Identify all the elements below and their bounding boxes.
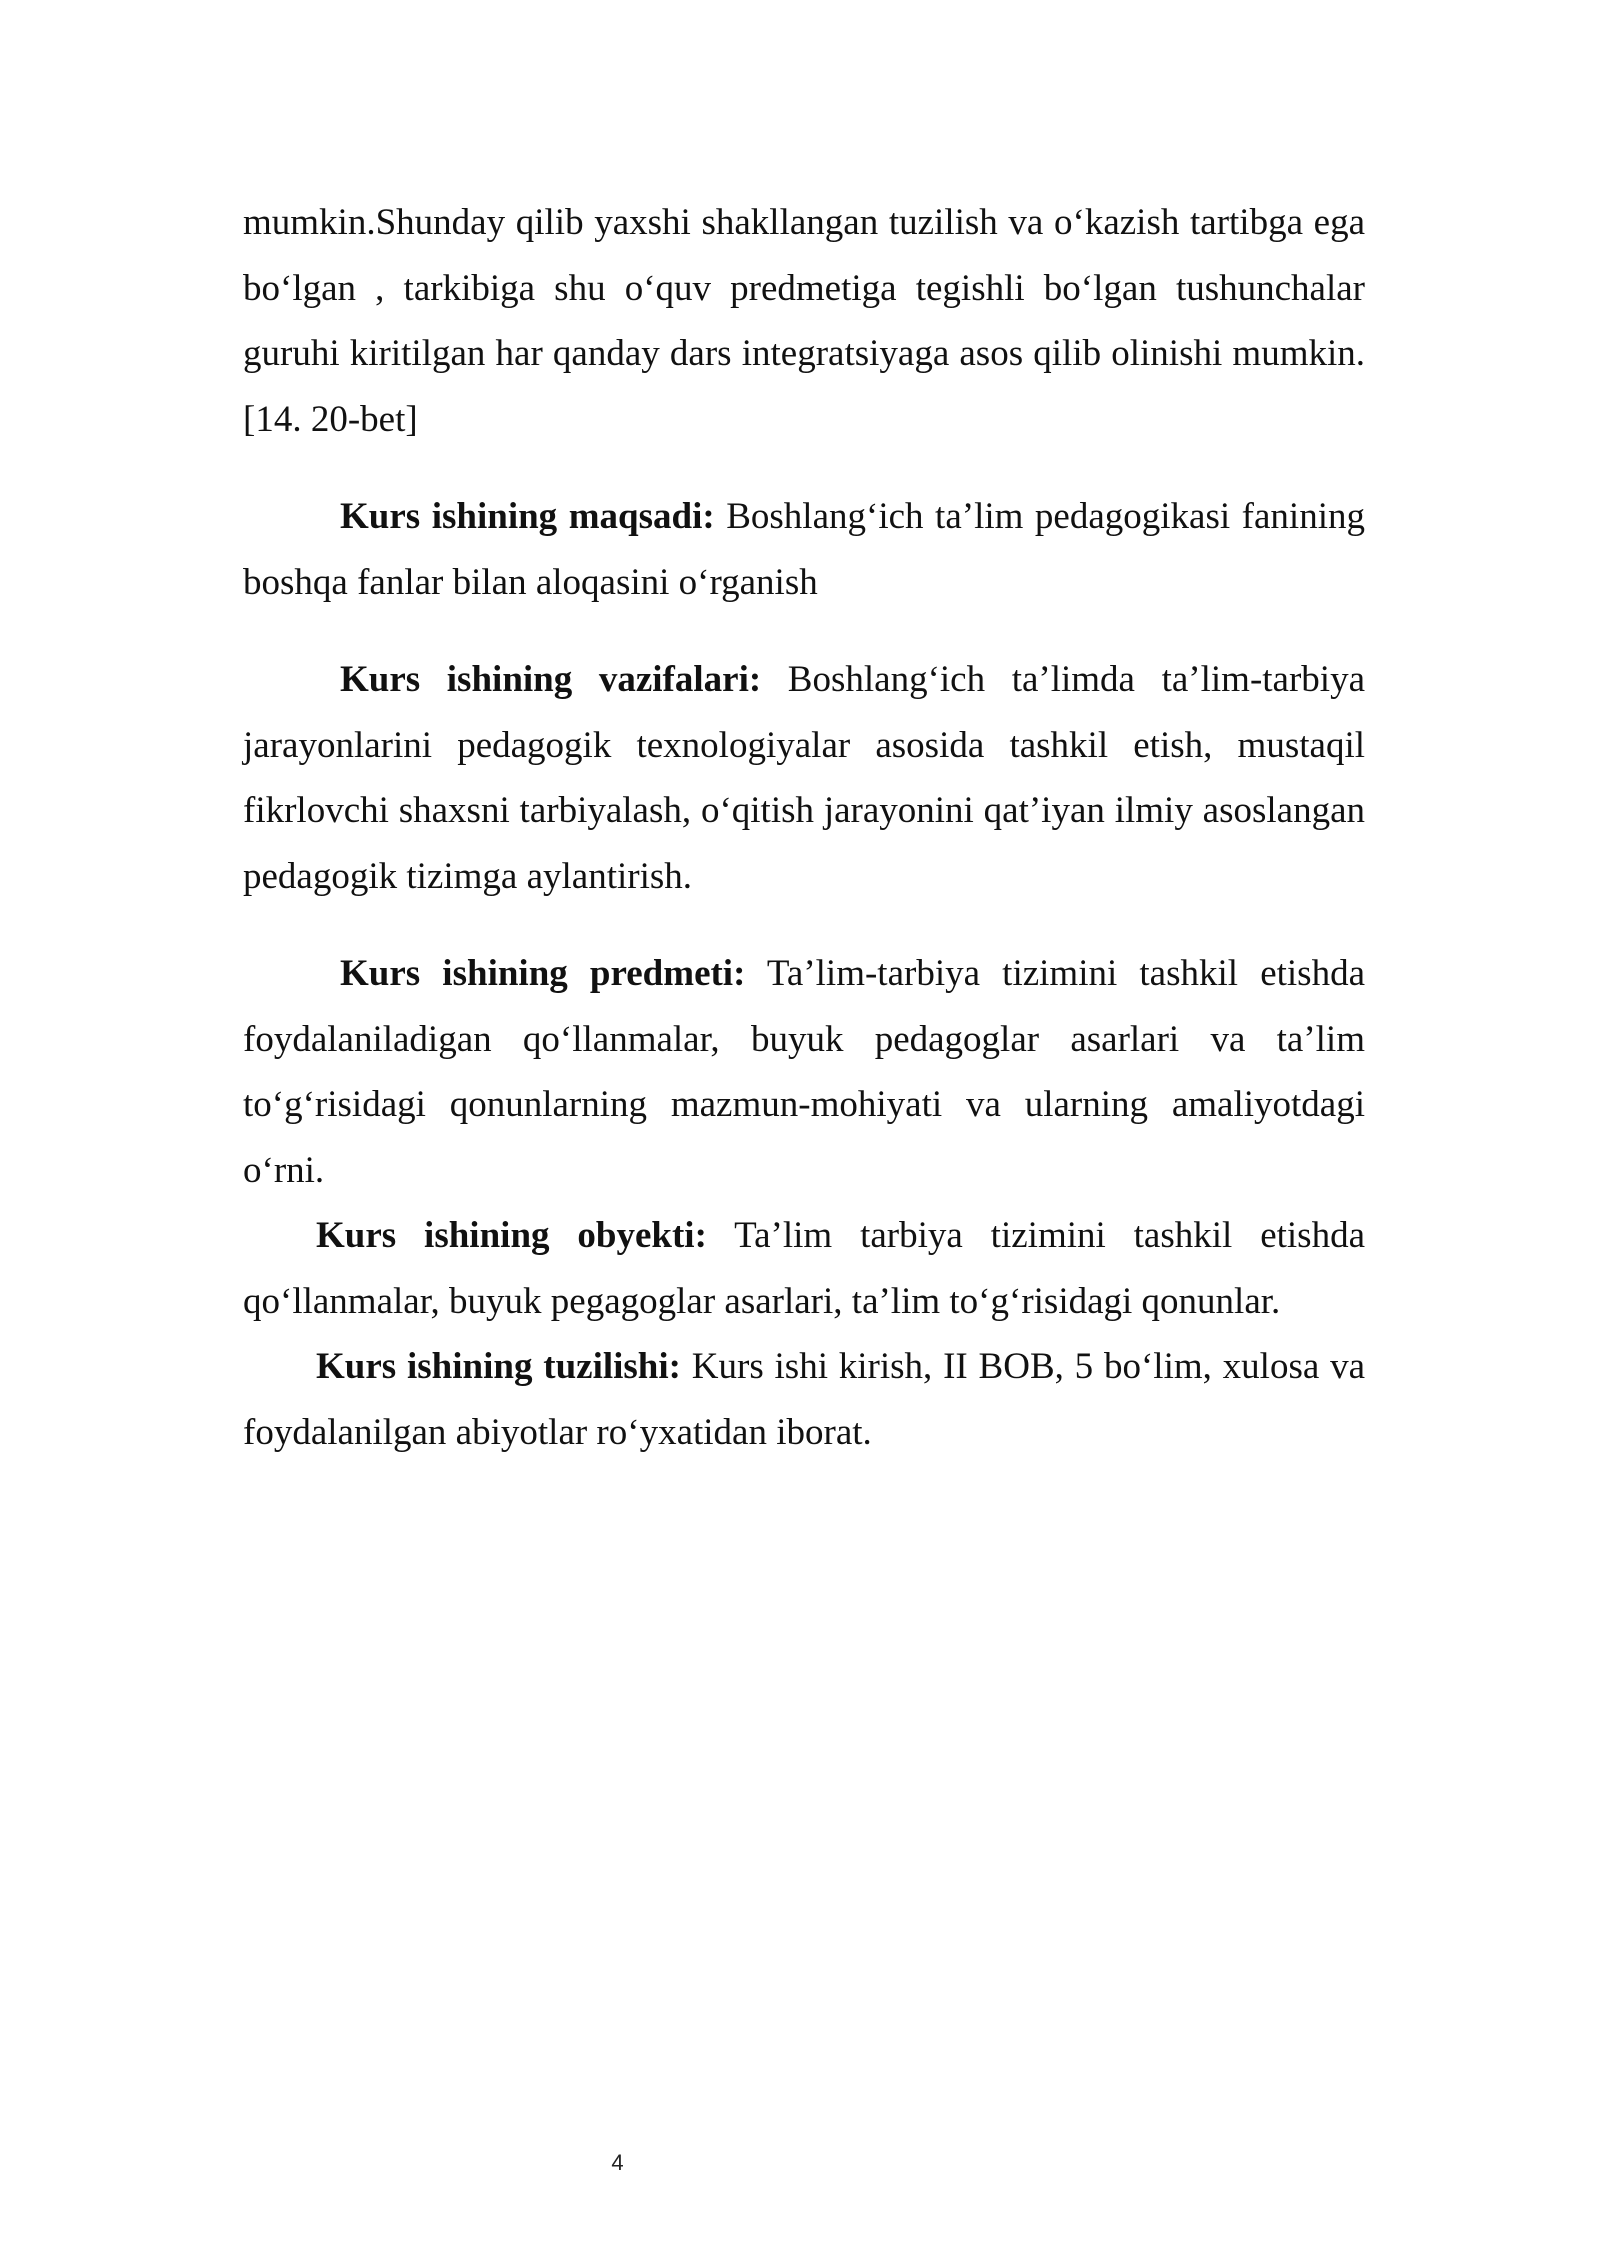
paragraph-label: Kurs ishining tuzilishi: bbox=[316, 1346, 681, 1387]
paragraph-text: Ta’lim tarbiya tizimini tashkil etishda qo‘llanmalar, buyuk pegagoglar asarlari, ta’lim to‘g‘risidagi qonunlar. bbox=[243, 1215, 1365, 1322]
paragraph-tasks bbox=[243, 647, 1365, 909]
paragraph-continuation bbox=[243, 190, 1365, 452]
paragraph-label: Kurs ishining obyekti: bbox=[316, 1215, 707, 1256]
paragraph-structure bbox=[243, 1334, 1365, 1465]
paragraph-goal bbox=[243, 484, 1365, 615]
paragraph-subject bbox=[243, 941, 1365, 1203]
document-body bbox=[243, 190, 1365, 1465]
paragraph-text: Ta’lim-tarbiya tizimini tashkil etishda foydalaniladigan qo‘llanmalar, buyuk pedagoglar asarlari va ta’lim to‘g‘risidagi qonunlarning mazmun-mohiyati va ularning amaliyotdagi o‘rni. bbox=[243, 953, 1365, 1191]
paragraph-text: mumkin.Shunday qilib yaxshi shakllangan tuzilish va o‘kazish tartibga ega bo‘lgan , tarkibiga shu o‘quv predmetiga tegishli bo‘lgan tushunchalar guruhi kiritilgan har qanday dars integratsiyaga asos qilib olinishi mumkin. [14. 20-bet] bbox=[243, 202, 1365, 440]
paragraph-label: Kurs ishining vazifalari: bbox=[340, 659, 762, 700]
paragraph-label: Kurs ishining predmeti: bbox=[340, 953, 746, 994]
paragraph-object bbox=[243, 1203, 1365, 1334]
paragraph-text: Kurs ishi kirish, II BOB, 5 bo‘lim, xulosa va foydalanilgan abiyotlar ro‘yxatidan iborat. bbox=[243, 1346, 1365, 1453]
page-number: 4 bbox=[611, 2150, 624, 2175]
paragraph-text: Boshlang‘ich ta’limda ta’lim-tarbiya jarayonlarini pedagogik texnologiyalar asosida tashkil etish, mustaqil fikrlovchi shaxsni tarbiyalash, o‘qitish jarayonini qat’iyan ilmiy asoslangan pedagogik tizimga aylantirish. bbox=[243, 659, 1365, 897]
paragraph-label: Kurs ishining maqsadi: bbox=[340, 496, 715, 537]
paragraph-text: Boshlang‘ich ta’lim pedagogikasi fanining boshqa fanlar bilan aloqasini o‘rganish bbox=[243, 496, 1365, 603]
